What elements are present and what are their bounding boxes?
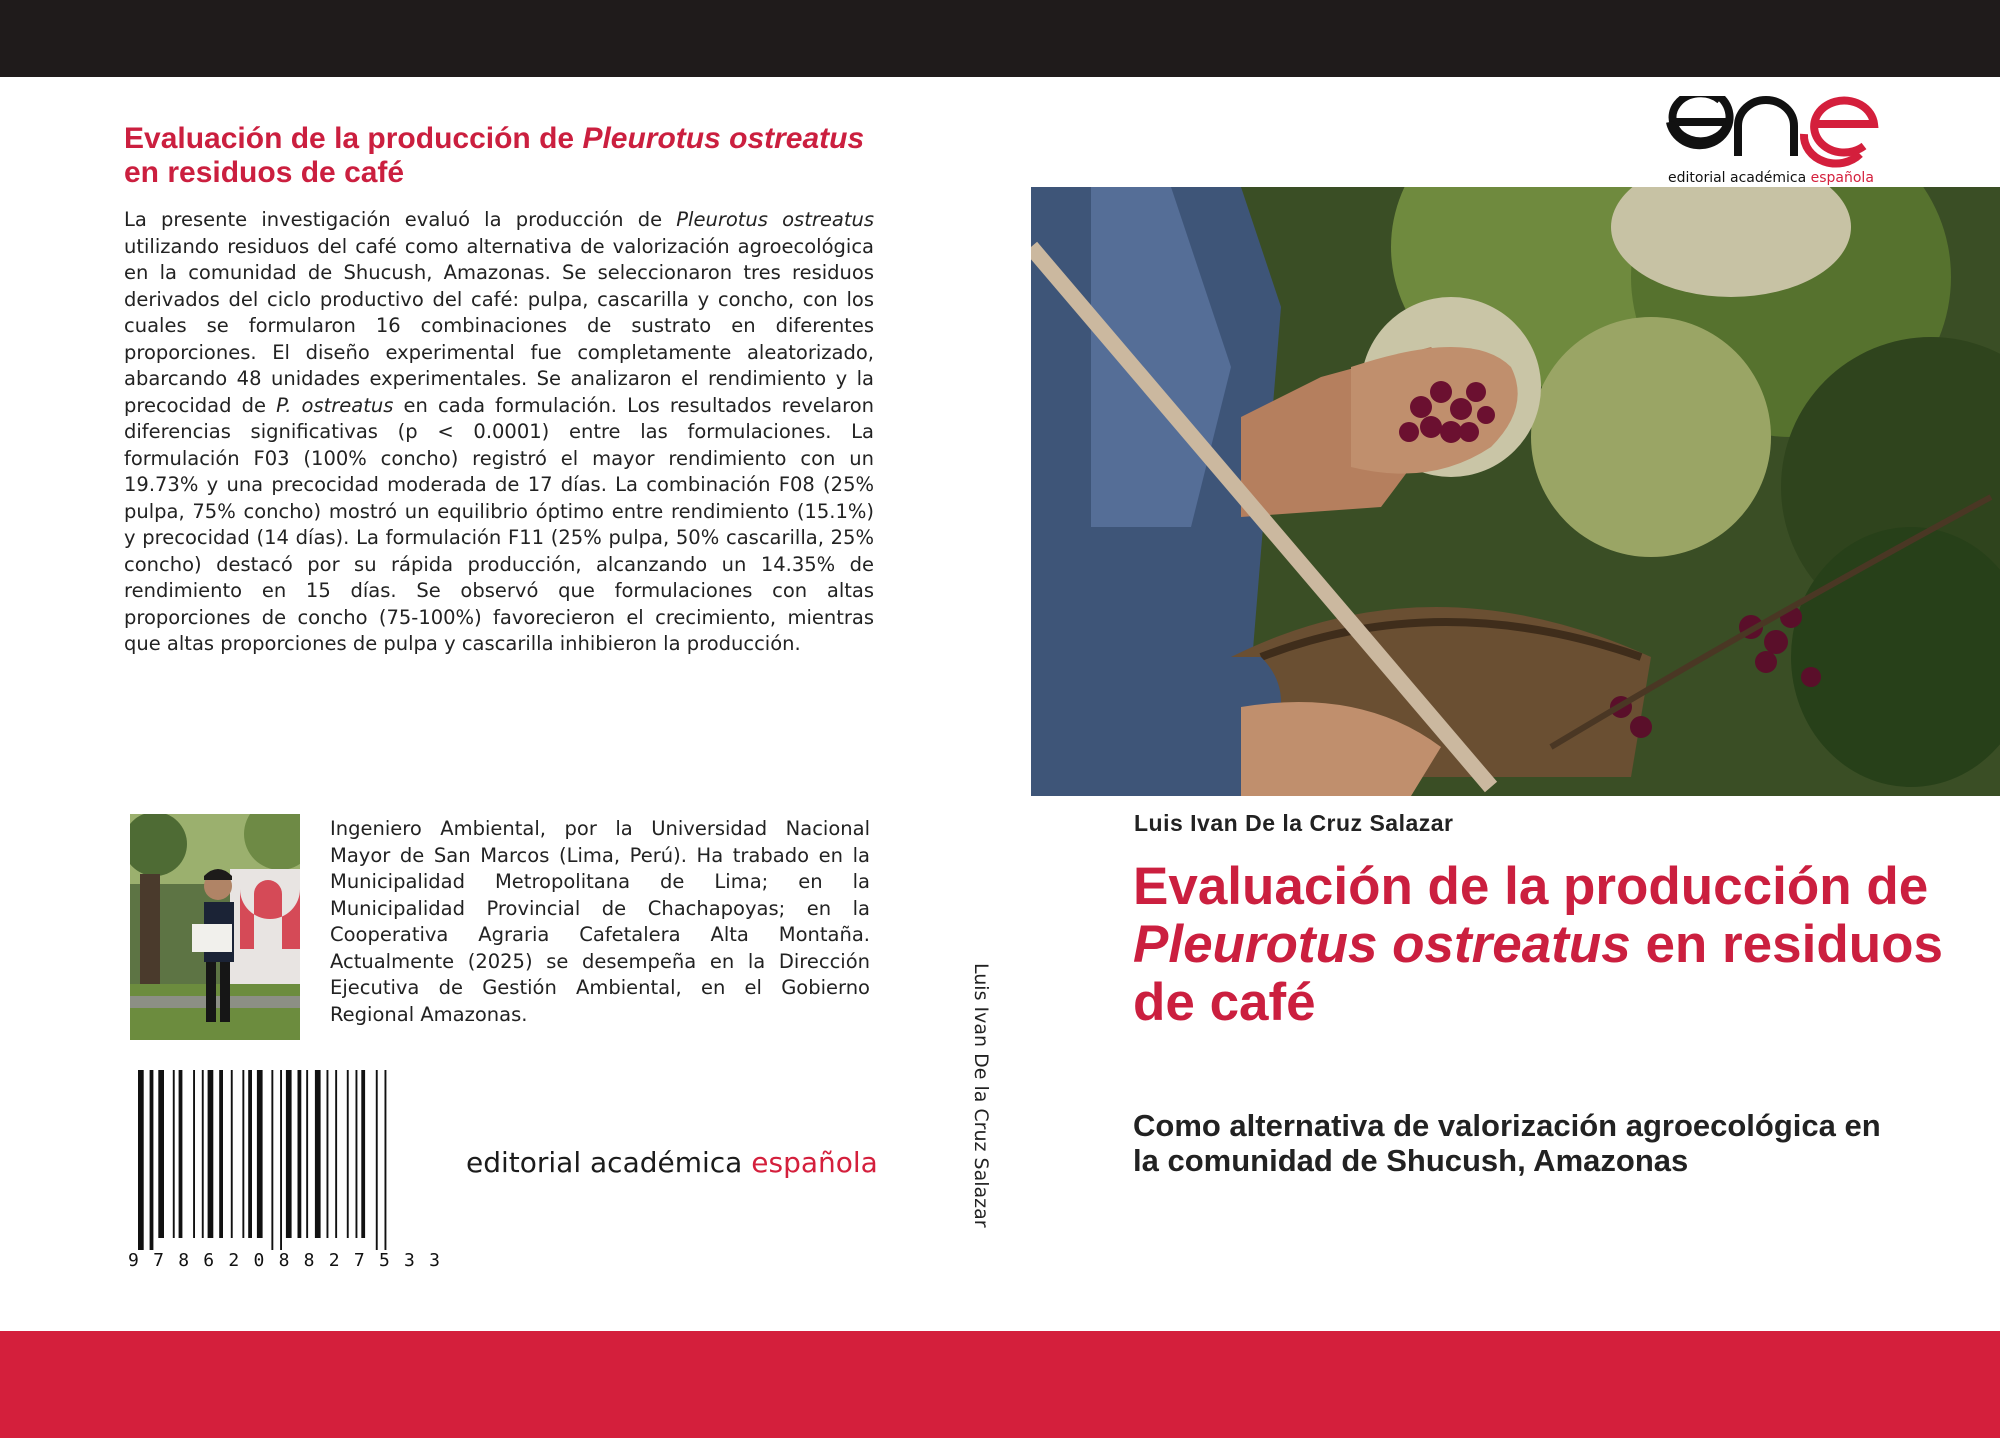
barcode-bar xyxy=(356,1070,358,1238)
top-band xyxy=(0,0,2000,77)
barcode-bar xyxy=(347,1070,349,1238)
barcode-bar xyxy=(242,1070,244,1238)
barcode-bar xyxy=(202,1070,204,1238)
author-portrait-photo xyxy=(130,814,300,1040)
barcode-bar xyxy=(376,1070,378,1250)
abstract-italic-run: Pleurotus ostreatus xyxy=(676,208,874,231)
publisher-name-back: editorial académica española xyxy=(466,1146,878,1179)
publisher-logo xyxy=(1664,96,1894,188)
abstract-text-run: en cada formulación. Los resultados revelaron diferencias significativas (p < 0.0001) entre las formulaciones. La formulación F03 (100% concho) registró el mayor rendimiento con un 19.73% y una precocidad moderada de 17 días. La combinación F08 (25% pulpa, 75% concho) mostró un equilibrio óptimo entre rendimiento (15.1%) y precocidad (14 días). La formulación F11 (25% pulpa, 50% cascarilla, 25% concho) destacó por su rápida producción, alcanzando un 14.35% de rendimiento en 15 días. Se observó que formulaciones con altas proporciones de concho (75-100%) favorecieron el crecimiento, mientras que altas proporciones de pulpa y cascarilla inhibieron la producción. xyxy=(124,393,874,655)
barcode-bar xyxy=(286,1070,292,1238)
front-cover-subtitle: Como alternativa de valorización agroecológica en la comunidad de Shucush, Amazonas xyxy=(1133,1108,1881,1178)
barcode-bar xyxy=(219,1070,223,1238)
barcode-bar xyxy=(138,1070,144,1250)
barcode-bar xyxy=(361,1070,365,1238)
barcode-bar xyxy=(335,1070,337,1238)
abstract-italic-run: P. ostreatus xyxy=(276,393,394,417)
barcode-bar xyxy=(298,1070,302,1238)
svg-text:editorial académica española: editorial académica española xyxy=(1668,170,1874,186)
barcode-bar xyxy=(231,1070,233,1238)
barcode-bar xyxy=(271,1070,273,1250)
bottom-band xyxy=(0,1331,2000,1438)
barcode-bar xyxy=(306,1070,308,1238)
barcode-bar xyxy=(257,1070,263,1238)
barcode-bar xyxy=(150,1070,154,1250)
barcode-bar xyxy=(327,1070,329,1238)
back-cover-title: Evaluación de la producción de Pleurotus ostreatus en residuos de café xyxy=(124,122,865,189)
barcode-bar xyxy=(385,1070,387,1250)
coffee-harvest-photo xyxy=(1031,187,2000,796)
barcode-bar xyxy=(248,1070,252,1238)
author-bio: Ingeniero Ambiental, por la Universidad Nacional Mayor de San Marcos (Lima, Perú). Ha trabado en la Municipalidad Metropolitana de Lima; en la Municipalidad Provincial de Chachapoyas; en la Cooperativa Agraria Cafetalera Alta Montaña. Actualmente (2025) se desempeña en la Dirección Ejecutiva de Gestión Ambiental, en el Gobierno Regional Amazonas. xyxy=(330,817,870,1026)
barcode-bar xyxy=(158,1070,164,1238)
isbn-digits: 9 7 8 6 2 0 8 8 2 7 5 3 3 xyxy=(128,1250,440,1270)
barcode-bar xyxy=(280,1070,282,1250)
barcode-bar xyxy=(179,1070,183,1238)
isbn-barcode xyxy=(128,1070,448,1270)
back-cover-abstract xyxy=(124,207,874,658)
abstract-text-run: La presente investigación evaluó la producción de xyxy=(124,208,677,231)
barcode-bar xyxy=(315,1070,321,1238)
barcode-bar xyxy=(208,1070,214,1238)
abstract-text-run: utilizando residuos del café como alternativa de valorización agroecológica en la comunidad de Shucush, Amazonas. Se seleccionaron tres residuos derivados del ciclo productivo del café: pulpa, cascarilla y concho, con los cuales se formularon 16 combinaciones de sustrato en diferentes proporciones. El diseño experimental fue completamente aleatorizado, abarcando 48 unidades experimentales. Se analizaron el rendimiento y la precocidad de xyxy=(124,234,874,417)
front-cover-title: Evaluación de la producción de Pleurotus ostreatus en residuos de café xyxy=(1133,857,1943,1032)
barcode-bar xyxy=(173,1070,175,1238)
barcode-bar xyxy=(193,1070,195,1238)
spine-author: Luis Ivan De la Cruz Salazar xyxy=(970,963,992,1228)
front-author: Luis Ivan De la Cruz Salazar xyxy=(1134,810,1454,836)
spine xyxy=(967,963,997,1233)
